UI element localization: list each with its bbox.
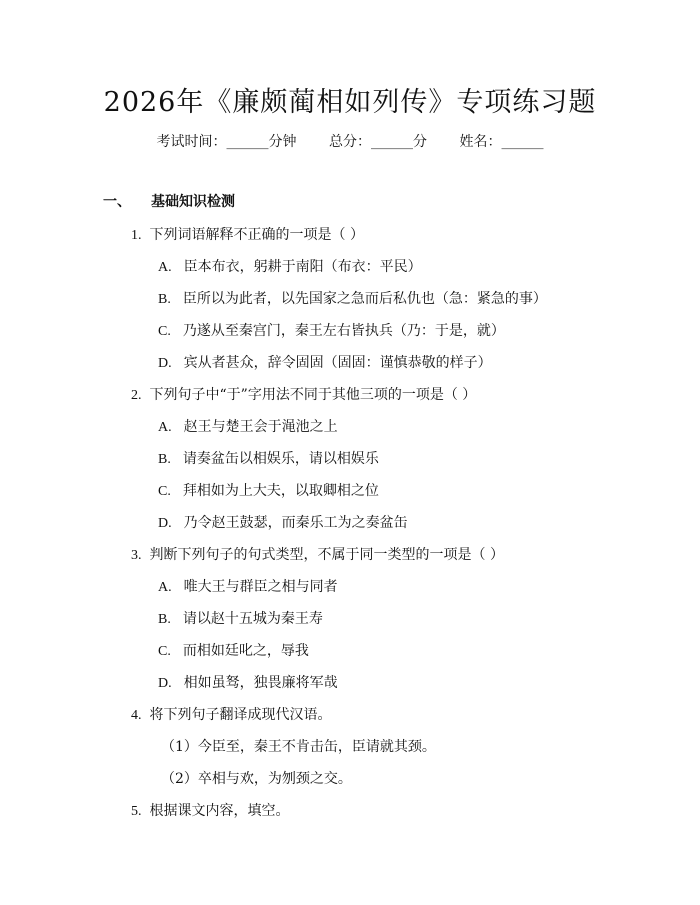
question-text: 将下列句子翻译成现代汉语。 [149, 707, 332, 723]
option-text: 唯大王与群臣之相与同者 [183, 579, 338, 595]
total-score-field: 总分：______分 [329, 134, 427, 150]
question-3-option-d [158, 672, 338, 692]
option-letter: A. [158, 260, 172, 275]
option-letter: C. [158, 644, 171, 659]
question-4-sentence-1: （1）今臣至，秦王不肯击缶，臣请就其颈。 [161, 739, 436, 755]
question-2-option-a [158, 416, 338, 436]
question-text: 下列句子中“于”字用法不同于其他三项的一项是（ ） [149, 387, 477, 403]
option-text: 宾从者甚众，辞令固固（固固：谨慎恭敬的样子） [183, 355, 492, 371]
question-4 [131, 704, 332, 724]
option-text: 赵王与楚王会于渑池之上 [183, 419, 338, 435]
section-heading [103, 191, 235, 211]
question-number: 4. [131, 708, 142, 723]
option-letter: D. [158, 516, 172, 531]
question-number: 5. [131, 804, 142, 819]
question-2 [131, 384, 476, 404]
question-1-option-b [158, 288, 547, 308]
student-name-field: 姓名：______ [459, 134, 544, 150]
option-letter: B. [158, 452, 171, 467]
option-letter: B. [158, 292, 171, 307]
question-2-option-d [158, 512, 408, 532]
option-text: 而相如廷叱之，辱我 [182, 643, 309, 659]
question-3 [131, 544, 504, 564]
option-letter: A. [158, 580, 172, 595]
option-letter: D. [158, 356, 172, 371]
question-text: 判断下列句子的句式类型，不属于同一类型的一项是（ ） [149, 547, 504, 563]
question-2-option-c [158, 480, 379, 500]
option-letter: C. [158, 324, 171, 339]
question-1-option-d [158, 352, 492, 372]
page-title: 2026年《廉颇蔺相如列传》专项练习题 [103, 87, 597, 118]
option-letter: A. [158, 420, 172, 435]
question-3-option-c [158, 640, 309, 660]
option-text: 臣所以为此者，以先国家之急而后私仇也（急：紧急的事） [182, 291, 547, 307]
option-text: 请以赵十五城为秦王寿 [182, 611, 323, 627]
question-3-option-b [158, 608, 323, 628]
question-2-option-b [158, 448, 379, 468]
question-number: 2. [131, 388, 142, 403]
question-text: 根据课文内容，填空。 [149, 803, 290, 819]
question-5 [131, 800, 290, 820]
section-title: 基础知识检测 [151, 194, 235, 210]
option-text: 乃遂从至秦宫门，秦王左右皆执兵（乃：于是，就） [182, 323, 505, 339]
option-letter: C. [158, 484, 171, 499]
exam-time-field: 考试时间：______分钟 [156, 134, 297, 150]
question-number: 1. [131, 228, 142, 243]
question-3-option-a [158, 576, 338, 596]
option-text: 乃令赵王鼓瑟，而秦乐工为之奏盆缶 [183, 515, 408, 531]
option-text: 相如虽驽，独畏廉将军哉 [183, 675, 338, 691]
question-1 [131, 224, 364, 244]
question-1-option-a [158, 256, 422, 276]
question-1-option-c [158, 320, 505, 340]
exam-meta [0, 131, 700, 151]
question-number: 3. [131, 548, 142, 563]
option-text: 请奏盆缶以相娱乐，请以相娱乐 [182, 451, 379, 467]
question-4-sentence-2: （2）卒相与欢，为刎颈之交。 [161, 771, 352, 787]
section-number: 一、 [103, 194, 131, 210]
option-letter: D. [158, 676, 172, 691]
option-text: 拜相如为上大夫，以取卿相之位 [182, 483, 379, 499]
question-text: 下列词语解释不正确的一项是（ ） [149, 227, 364, 243]
option-text: 臣本布衣，躬耕于南阳（布衣：平民） [183, 259, 422, 275]
option-letter: B. [158, 612, 171, 627]
